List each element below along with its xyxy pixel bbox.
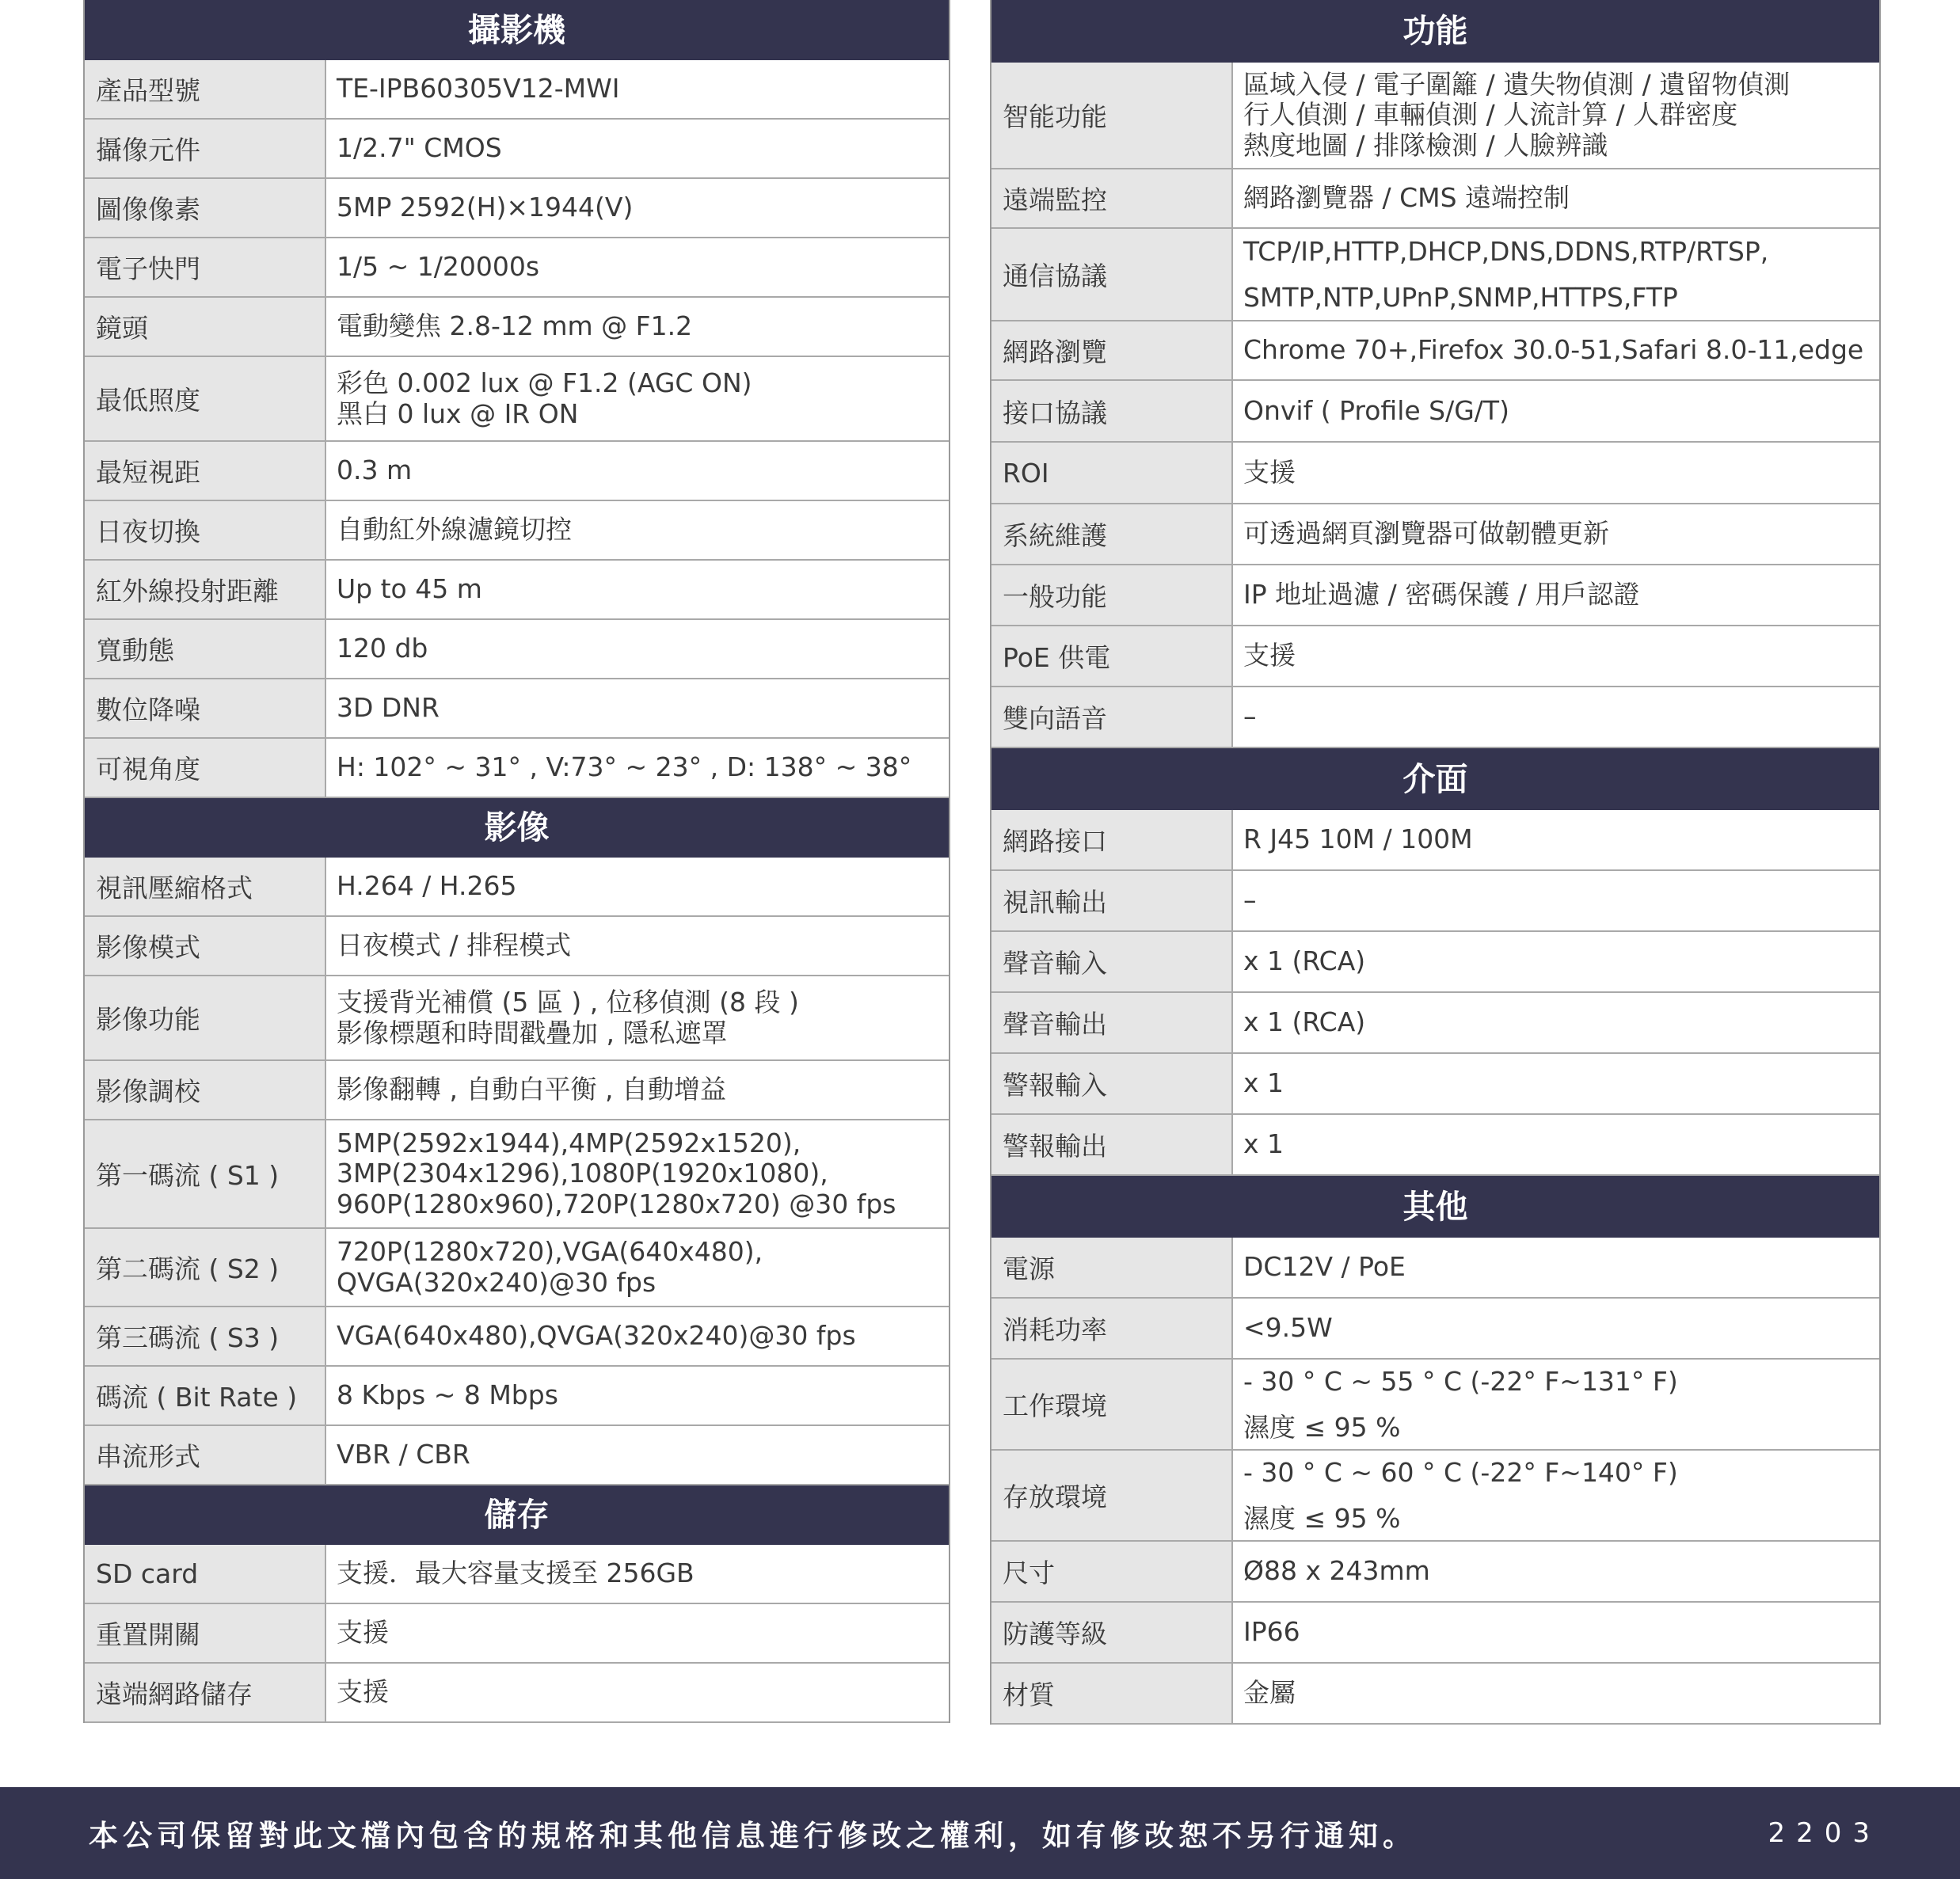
spec-label: 可視角度	[85, 739, 326, 797]
spec-value-line: 支援	[337, 1617, 389, 1649]
spec-value	[1233, 1115, 1879, 1174]
image-table	[83, 798, 950, 1485]
spec-row	[85, 238, 949, 298]
spec-value-line: <9.5W	[1243, 1312, 1333, 1344]
spec-label: 尺寸	[991, 1542, 1233, 1601]
spec-value	[326, 442, 949, 500]
spec-label: 遠端網路儲存	[85, 1664, 326, 1721]
spec-value-line: x 1	[1243, 1128, 1284, 1160]
spec-row	[991, 1542, 1879, 1603]
spec-row	[85, 1664, 949, 1723]
spec-value	[1233, 229, 1879, 320]
spec-value-line: 濕度 ≤ 95 %	[1243, 1502, 1401, 1534]
spec-row	[991, 687, 1879, 748]
right-spec-column	[990, 0, 1881, 1725]
spec-value	[326, 1307, 949, 1365]
spec-value	[326, 1367, 949, 1424]
spec-row	[991, 443, 1879, 504]
spec-label: 警報輸入	[991, 1054, 1233, 1113]
spec-value	[326, 858, 949, 915]
spec-value	[326, 1229, 949, 1306]
spec-label: 雙向語音	[991, 687, 1233, 747]
spec-label: 第三碼流 ( S3 )	[85, 1307, 326, 1365]
spec-value-line: 影像標題和時間戳疊加 , 隱私遮罩	[337, 1017, 728, 1048]
camera-section-header: 攝影機	[85, 0, 949, 60]
spec-value-line: x 1	[1243, 1067, 1284, 1099]
spec-row	[85, 1307, 949, 1367]
spec-value	[1233, 1603, 1879, 1662]
spec-row	[991, 381, 1879, 443]
spec-value-line: VGA(640x480),QVGA(320x240)@30 fps	[337, 1320, 856, 1352]
spec-row	[991, 626, 1879, 687]
spec-value	[326, 298, 949, 356]
spec-label: 串流形式	[85, 1426, 326, 1484]
spec-value	[1233, 443, 1879, 503]
spec-row	[991, 1299, 1879, 1360]
spec-value-line: DC12V / PoE	[1243, 1251, 1406, 1283]
spec-value-line: 日夜模式 / 排程模式	[337, 930, 572, 961]
spec-row	[991, 1238, 1879, 1299]
storage-section-header: 儲存	[85, 1485, 949, 1545]
spec-value-line: 行人偵測 / 車輛偵測 / 人流計算 / 人群密度	[1243, 99, 1738, 131]
spec-label: 寬動態	[85, 620, 326, 678]
spec-row	[991, 810, 1879, 871]
spec-row	[85, 679, 949, 739]
spec-label: 數位降噪	[85, 679, 326, 737]
spec-value-line: 濕度 ≤ 95 %	[1243, 1411, 1401, 1443]
spec-value	[326, 238, 949, 296]
spec-label: 圖像像素	[85, 179, 326, 237]
document-code: 2203	[1768, 1817, 1881, 1849]
spec-label: 網路瀏覽	[991, 321, 1233, 379]
spec-value-line: QVGA(320x240)@30 fps	[337, 1266, 657, 1298]
spec-label: 最低照度	[85, 357, 326, 440]
spec-value-line: 黑白 0 lux @ IR ON	[337, 397, 579, 429]
spec-value-line: VBR / CBR	[337, 1439, 470, 1470]
spec-value-line: 支援	[1243, 640, 1296, 671]
spec-value-line: 支援．最大容量支援至 256GB	[337, 1558, 695, 1589]
storage-table	[83, 1485, 950, 1723]
spec-value	[326, 976, 949, 1059]
spec-value	[1233, 626, 1879, 686]
spec-row	[991, 1603, 1879, 1664]
spec-value	[326, 1545, 949, 1603]
spec-value	[1233, 1360, 1879, 1449]
spec-row	[85, 298, 949, 357]
spec-value	[326, 1604, 949, 1662]
spec-value	[1233, 687, 1879, 747]
spec-value	[326, 1664, 949, 1721]
spec-value	[1233, 63, 1879, 168]
spec-value-line: –	[1243, 701, 1257, 732]
spec-value-line: x 1 (RCA)	[1243, 1006, 1366, 1038]
spec-value-line: IP66	[1243, 1616, 1300, 1648]
spec-value	[326, 917, 949, 975]
spec-row	[85, 357, 949, 442]
spec-value	[1233, 565, 1879, 625]
spec-value	[1233, 1299, 1879, 1358]
spec-row	[991, 932, 1879, 993]
spec-value-line: 支援背光補償 (5 區 ) , 位移偵測 (8 段 )	[337, 986, 799, 1017]
spec-value-line: - 30 ° C ~ 60 ° C (-22° F~140° F)	[1243, 1456, 1678, 1488]
spec-value-line: 8 Kbps ~ 8 Mbps	[337, 1379, 558, 1411]
spec-label: 系統維護	[991, 504, 1233, 564]
spec-row	[991, 1115, 1879, 1176]
spec-label: 第一碼流 ( S1 )	[85, 1120, 326, 1227]
spec-label: 視訊輸出	[991, 871, 1233, 930]
spec-label: 視訊壓縮格式	[85, 858, 326, 915]
spec-value-line: Up to 45 m	[337, 573, 482, 605]
spec-row	[85, 739, 949, 798]
spec-value	[326, 179, 949, 237]
spec-value-line: 5MP 2592(H)×1944(V)	[337, 192, 634, 223]
functions-section-header: 功能	[991, 0, 1879, 63]
spec-value-line: 彩色 0.002 lux @ F1.2 (AGC ON)	[337, 367, 752, 398]
spec-value	[326, 501, 949, 559]
spec-value	[1233, 993, 1879, 1052]
spec-row	[85, 1120, 949, 1229]
spec-value	[326, 120, 949, 177]
spec-value	[326, 620, 949, 678]
spec-value	[1233, 1054, 1879, 1113]
spec-value-line: 自動紅外線濾鏡切控	[337, 514, 572, 546]
spec-label: 警報輸出	[991, 1115, 1233, 1174]
image-section-header: 影像	[85, 798, 949, 858]
spec-label: 聲音輸出	[991, 993, 1233, 1052]
spec-row	[85, 1545, 949, 1604]
spec-row	[85, 917, 949, 976]
spec-row	[991, 321, 1879, 381]
other-table	[990, 1176, 1881, 1725]
spec-value-line: 3D DNR	[337, 692, 440, 724]
functions-table	[990, 0, 1881, 748]
spec-value-line: IP 地址過濾 / 密碼保護 / 用戶認證	[1243, 579, 1640, 610]
spec-row	[991, 993, 1879, 1054]
spec-value-line: 網路瀏覽器 / CMS 遠端控制	[1243, 182, 1570, 214]
spec-row	[85, 1229, 949, 1307]
spec-row	[85, 501, 949, 561]
spec-label: 碼流 ( Bit Rate )	[85, 1367, 326, 1424]
spec-row	[991, 1451, 1879, 1542]
spec-label: 電子快門	[85, 238, 326, 296]
spec-label: PoE 供電	[991, 626, 1233, 686]
spec-value-line: SMTP,NTP,UPnP,SNMP,HTTPS,FTP	[1243, 281, 1678, 313]
spec-row	[85, 120, 949, 179]
spec-row	[85, 1604, 949, 1664]
spec-label: 產品型號	[85, 60, 326, 118]
spec-value	[326, 739, 949, 797]
spec-label: 電源	[991, 1238, 1233, 1297]
spec-row	[991, 871, 1879, 932]
spec-row	[85, 60, 949, 120]
spec-value-line: 3MP(2304x1296),1080P(1920x1080),	[337, 1158, 828, 1189]
spec-label: 網路接口	[991, 810, 1233, 869]
spec-row	[991, 1360, 1879, 1451]
spec-value-line: 電動變焦 2.8-12 mm @ F1.2	[337, 310, 693, 342]
spec-label: 最短視距	[85, 442, 326, 500]
spec-label: 接口協議	[991, 381, 1233, 441]
spec-label: 一般功能	[991, 565, 1233, 625]
spec-value-line: 960P(1280x960),720P(1280x720) @30 fps	[337, 1188, 896, 1219]
spec-value	[326, 1426, 949, 1484]
spec-label: 紅外線投射距離	[85, 561, 326, 618]
spec-row	[991, 504, 1879, 565]
spec-label: 材質	[991, 1664, 1233, 1723]
spec-value	[1233, 1451, 1879, 1540]
spec-value-line: TCP/IP,HTTP,DHCP,DNS,DDNS,RTP/RTSP,	[1243, 235, 1769, 267]
spec-value-line: 1/2.7" CMOS	[337, 132, 502, 164]
spec-value-line: 720P(1280x720),VGA(640x480),	[337, 1235, 763, 1267]
interface-section-header: 介面	[991, 748, 1879, 810]
spec-value-line: 支援	[337, 1676, 389, 1708]
spec-label: 通信協議	[991, 229, 1233, 320]
spec-value-line: 影像翻轉 , 自動白平衡 , 自動增益	[337, 1074, 726, 1105]
spec-label: 影像功能	[85, 976, 326, 1059]
spec-value-line: Chrome 70+,Firefox 30.0-51,Safari 8.0-11,edge	[1243, 334, 1864, 366]
camera-table	[83, 0, 950, 798]
spec-value	[326, 60, 949, 118]
spec-value	[326, 561, 949, 618]
spec-label: 鏡頭	[85, 298, 326, 356]
spec-label: 影像調校	[85, 1061, 326, 1119]
spec-value-line: 1/5 ~ 1/20000s	[337, 251, 540, 283]
spec-value	[1233, 1664, 1879, 1723]
spec-value-line: 120 db	[337, 633, 428, 664]
spec-label: 影像模式	[85, 917, 326, 975]
spec-row	[85, 561, 949, 620]
spec-label: 攝像元件	[85, 120, 326, 177]
left-spec-column	[83, 0, 950, 1723]
spec-label: 日夜切換	[85, 501, 326, 559]
spec-row	[85, 858, 949, 917]
spec-value-line: H.264 / H.265	[337, 870, 517, 902]
spec-value	[1233, 871, 1879, 930]
spec-row	[991, 565, 1879, 626]
spec-value-line: 0.3 m	[337, 455, 413, 486]
spec-value	[1233, 1542, 1879, 1601]
spec-value-line: 熱度地圖 / 排隊檢測 / 人臉辨識	[1243, 129, 1608, 161]
interface-table	[990, 748, 1881, 1176]
spec-row	[991, 63, 1879, 169]
spec-label: 智能功能	[991, 63, 1233, 168]
spec-value	[1233, 504, 1879, 564]
spec-value-line: 5MP(2592x1944),4MP(2592x1520),	[337, 1127, 801, 1158]
spec-value	[326, 357, 949, 440]
spec-row	[85, 976, 949, 1061]
spec-row	[85, 179, 949, 238]
spec-row	[991, 1664, 1879, 1725]
spec-row	[991, 169, 1879, 229]
spec-value-line: x 1 (RCA)	[1243, 945, 1366, 977]
spec-value-line: Ø88 x 243mm	[1243, 1555, 1430, 1587]
spec-label: 防護等級	[991, 1603, 1233, 1662]
spec-row	[85, 1061, 949, 1120]
spec-value-line: TE-IPB60305V12-MWI	[337, 73, 620, 105]
spec-value	[1233, 810, 1879, 869]
spec-value-line: –	[1243, 884, 1257, 916]
spec-value-line: Onvif ( Profile S/G/T)	[1243, 394, 1509, 426]
spec-value-line: - 30 ° C ~ 55 ° C (-22° F~131° F)	[1243, 1365, 1678, 1397]
spec-row	[85, 1426, 949, 1485]
spec-value	[326, 1061, 949, 1119]
spec-row	[85, 442, 949, 501]
spec-label: 存放環境	[991, 1451, 1233, 1540]
spec-value	[1233, 932, 1879, 991]
spec-label: 工作環境	[991, 1360, 1233, 1449]
spec-value-line: 支援	[1243, 456, 1296, 488]
spec-value-line: 金屬	[1243, 1677, 1296, 1709]
spec-value	[326, 1120, 949, 1227]
spec-row	[85, 1367, 949, 1426]
spec-label: 消耗功率	[991, 1299, 1233, 1358]
spec-value-line: 區域入侵 / 電子圍籬 / 遺失物偵測 / 遺留物偵測	[1243, 68, 1791, 100]
spec-value	[1233, 321, 1879, 379]
spec-label: ROI	[991, 443, 1233, 503]
spec-label: 第二碼流 ( S2 )	[85, 1229, 326, 1306]
footer-notice: 本公司保留對此文檔內包含的規格和其他信息進行修改之權利，如有修改恕不另行通知。	[89, 1819, 1417, 1853]
spec-value	[1233, 1238, 1879, 1297]
spec-row	[991, 229, 1879, 321]
spec-row	[85, 620, 949, 679]
spec-value	[1233, 169, 1879, 227]
spec-label: 聲音輸入	[991, 932, 1233, 991]
spec-value	[326, 679, 949, 737]
spec-label: 遠端監控	[991, 169, 1233, 227]
spec-value-line: R J45 10M / 100M	[1243, 823, 1473, 855]
footer-bar	[0, 1787, 1960, 1879]
spec-label: SD card	[85, 1545, 326, 1603]
spec-row	[991, 1054, 1879, 1115]
other-section-header: 其他	[991, 1176, 1879, 1238]
spec-value-line: H: 102° ~ 31° , V:73° ~ 23° , D: 138° ~ 38°	[337, 751, 912, 783]
spec-value	[1233, 381, 1879, 441]
spec-value-line: 可透過網頁瀏覽器可做韌體更新	[1243, 518, 1609, 550]
spec-label: 重置開關	[85, 1604, 326, 1662]
